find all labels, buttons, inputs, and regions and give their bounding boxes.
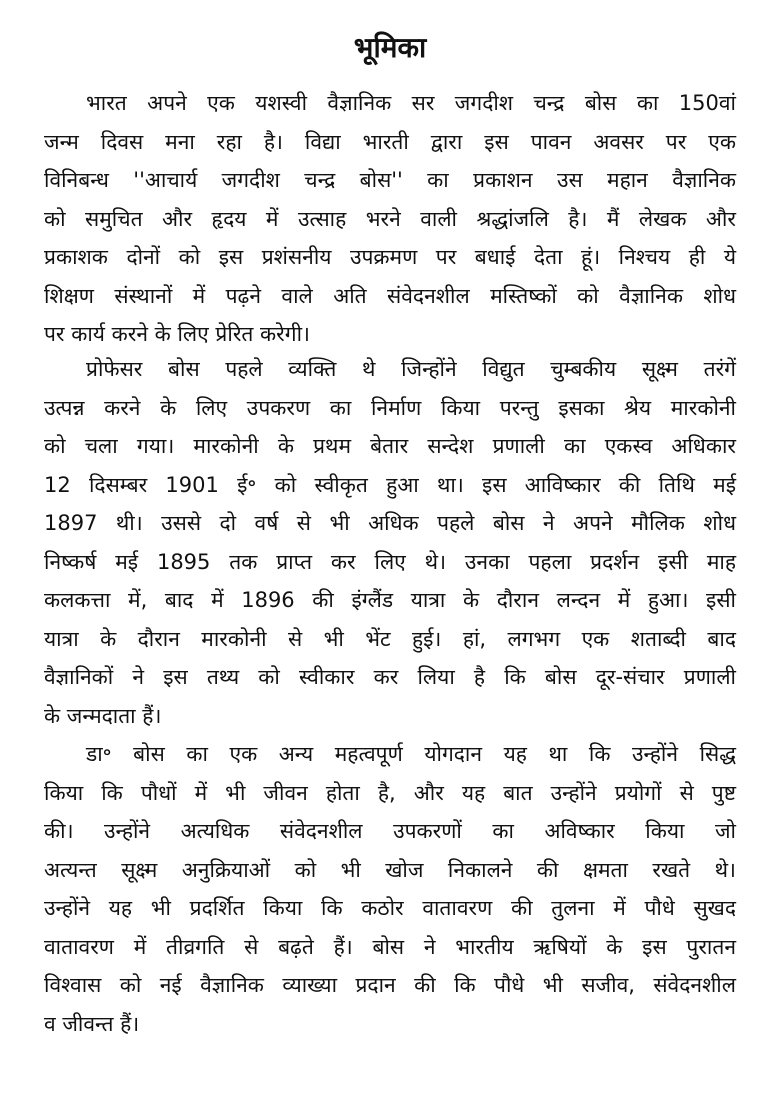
text-line: प्रोफेसर बोस पहले व्यक्ति थे जिन्होंने विद्युत चुम्बकीय सूक्ष्म तरंगें (86, 357, 736, 381)
text-line: निष्कर्ष मई 1895 तक प्राप्त कर लिए थे। उनका पहला प्रदर्शन इसी माह (44, 549, 736, 574)
text-line: विनिबन्ध ''आचार्य जगदीश चन्द्र बोस'' का प्रकाशन उस महान वैज्ञानिक (44, 168, 736, 192)
text-line: जन्म दिवस मना रहा है। विद्या भारती द्वारा इस पावन अवसर पर एक (44, 129, 736, 154)
text-line: उत्पन्न करने के लिए उपकरण का निर्माण किया परन्तु इसका श्रेय मारकोनी (44, 395, 736, 420)
text-line: को चला गया। मारकोनी के प्रथम बेतार सन्देश प्रणाली का एकस्व अधिकार (44, 434, 736, 458)
text-line: 12 दिसम्बर 1901 ई॰ को स्वीकृत हुआ था। इस आविष्कार की तिथि मई (44, 472, 736, 497)
text-line: विश्वास को नई वैज्ञानिक व्याख्या प्रदान की कि पौधे भी सजीव, संवेदनशील (44, 973, 736, 997)
text-line: वैज्ञानिकों ने इस तथ्य को स्वीकार कर लिया है कि बोस दूर-संचार प्रणाली (44, 665, 736, 689)
text-line: कलकत्ता में, बाद में 1896 की इंग्लैंड यात्रा के दौरान लन्दन में हुआ। इसी (44, 588, 736, 612)
text-line: डा॰ बोस का एक अन्य महत्वपूर्ण योगदान यह था कि उन्होंने सिद्ध (86, 742, 736, 766)
text-line: पर कार्य करने के लिए प्रेरित करेगी। (44, 322, 310, 346)
text-line: शिक्षण संस्थानों में पढ़ने वाले अति संवेदनशील मस्तिष्कों को वैज्ञानिक शोध (44, 283, 736, 308)
text-line: यात्रा के दौरान मारकोनी से भी भेंट हुई। हां, लगभग एक शताब्दी बाद (44, 626, 736, 651)
text-line: के जन्मदाता हैं। (44, 703, 162, 728)
text-line: 1897 थी। उससे दो वर्ष से भी अधिक पहले बोस ने अपने मौलिक शोध (44, 511, 736, 535)
paragraph-2 (44, 350, 736, 735)
page-title: भूमिका (353, 31, 427, 64)
text-line: प्रकाशक दोनों को इस प्रशंसनीय उपक्रमण पर बधाई देता हूं। निश्चय ही ये (44, 245, 736, 269)
text-line: की। उन्होंने अत्यधिक संवेदनशील उपकरणों का अविष्कार किया जो (44, 819, 736, 843)
text-line: भारत अपने एक यशस्वी वैज्ञानिक सर जगदीश चन्द्र बोस का 150वां (86, 91, 736, 115)
text-line: व जीवन्त हैं। (44, 1011, 140, 1036)
text-line: किया कि पौधों में भी जीवन होता है, और यह बात उन्होंने प्रयोगों से पुष्ट (44, 780, 736, 805)
paragraph-1 (44, 84, 736, 354)
text-line: उन्होंने यह भी प्रदर्शित किया कि कठोर वातावरण की तुलना में पौधे सुखद (44, 896, 736, 920)
paragraph-3 (44, 735, 736, 1043)
text-line: को समुचित और हृदय में उत्साह भरने वाली श्रद्धांजलि है। मैं लेखक और (44, 206, 736, 231)
text-line: अत्यन्त सूक्ष्म अनुक्रियाओं को भी खोज निकालने की क्षमता रखते थे। (44, 857, 736, 882)
text-line: वातावरण में तीव्रगति से बढ़ते हैं। बोस ने भारतीय ऋषियों के इस पुरातन (44, 934, 736, 959)
